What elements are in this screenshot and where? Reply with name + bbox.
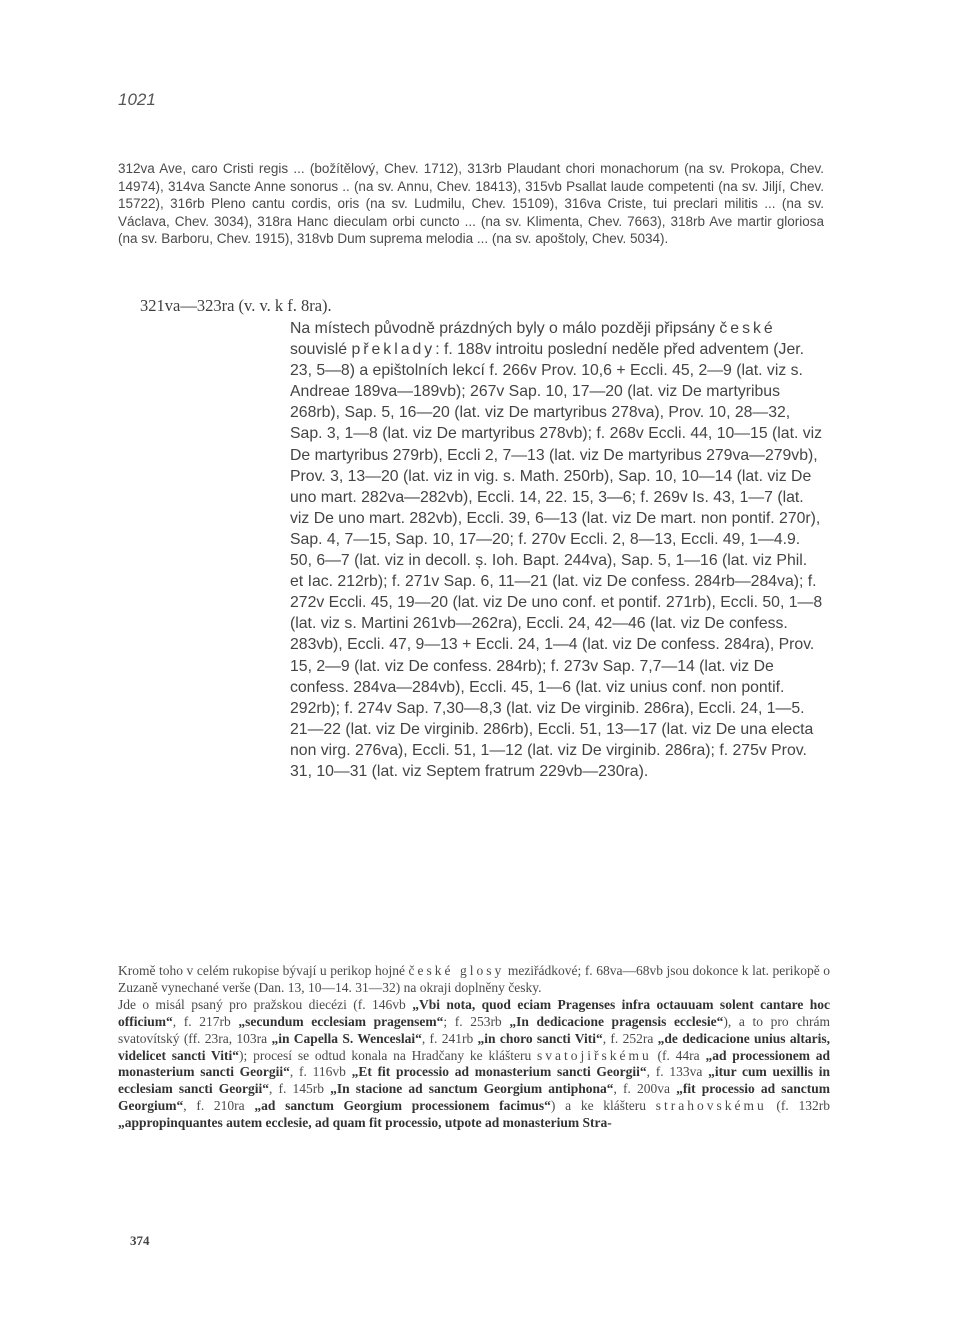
footnote-text: , f. 210ra: [183, 1098, 255, 1114]
footnote-text: , f. 252ra: [602, 1030, 658, 1046]
spaced-word: české: [719, 320, 776, 337]
latin-quote: „de dedicacione unius altaris, videlicet sancti Viti“: [118, 1030, 830, 1063]
footnote-text: , f. 241rb: [421, 1030, 478, 1046]
latin-quote: „fit processio ad sanctum Georgium“: [118, 1081, 830, 1114]
footnote-text: ; f. 253rb: [443, 1013, 510, 1029]
footnote-text: , f. 217rb: [172, 1013, 239, 1029]
spaced-word: strahovskému: [655, 1098, 767, 1114]
footnote-text: (f. 44ra: [651, 1047, 706, 1063]
footnote-text: , f. 200va: [613, 1081, 677, 1097]
footnote-text: meziřádkové; f. 68va—68vb jsou dokonce k lat. perikopě o Zuzaně vynechané verše (Dan. 13, 10—14. 31—32) na okraji doplněny česky.: [118, 963, 831, 995]
lead-text: Na místech původně prázdných byly o málo později připsány: [290, 320, 720, 337]
folio-range-label: 321va—323ra (v. v. k f. 8ra).: [140, 296, 332, 315]
footnote-glosses: [118, 963, 830, 997]
hymn-list-paragraph: 312va Ave, caro Cristi regis ... (božítělový, Chev. 1712), 313rb Plaudant chori monachorum (na sv. Prokopa, Chev. 14974), 314va Sancte Anne sonorus .. (na sv. Annu, Chev. 18413), 315vb Psallat laude competenti (na sv. Jiljí, Chev. 15722), 316rb Pleno cantu cordis, oris (na sv. Ludmilu, Chev. 15109), 316va Criste, tui preclari militis ... (na sv. Václava, Chev. 3034), 318ra Hanc dieculam orbi cuncto ... (na sv. Klimenta, Chev. 7663), 318rb Ave martir gloriosa (na sv. Barboru, Chev. 1915), 318vb Dum suprema melodia ... (na sv. apoštoly, Chev. 5034).: [118, 161, 824, 247]
footnote-text: (f. 132rb: [766, 1098, 830, 1114]
footnote-text: , f. 133va: [646, 1064, 709, 1080]
latin-quote: „In dedicacione pragensis ecclesie“: [509, 1013, 724, 1029]
spaced-word: překlady: [351, 341, 436, 359]
latin-quote: „Et fit processio ad monasterium sancti Georgii“: [351, 1064, 647, 1080]
footnote-text: Jde o misál psaný pro pražskou diecézi (f. 146vb: [118, 996, 413, 1012]
latin-quote: „In stacione ad sanctum Georgium antiphona“: [330, 1081, 614, 1097]
footnote-text: ); procesí se odtud konala na Hradčany ke klášteru: [239, 1047, 537, 1063]
mid-text: souvislé: [290, 341, 352, 359]
page-number: 374: [130, 1233, 150, 1248]
footnote-text: , f. 145rb: [268, 1081, 331, 1097]
latin-quote: „in choro sancti Viti“: [477, 1030, 603, 1046]
footnote-text: , f. 116vb: [289, 1064, 352, 1080]
latin-quote: „secundum ecclesiam pragensem“: [238, 1013, 444, 1029]
footnote-text: ) a ke klášteru: [550, 1098, 656, 1114]
translations-paragraph: [290, 318, 824, 782]
spaced-word: svatojiřskému: [536, 1047, 652, 1063]
latin-quote: „itur cum uexillis in ecclesiam sancti Georgii“: [118, 1064, 830, 1097]
latin-quote: „Vbi nota, quod eciam Pragenses infra octauuam solent cantare hoc officium“: [118, 996, 830, 1029]
folio-number: 1021: [118, 90, 156, 109]
footnote-text: ), a to pro chrám svatovítský (ff. 23ra, 103ra: [118, 1013, 830, 1046]
footnotes: [118, 963, 830, 1132]
footnote-text: Kromě toho v celém rukopise bývají u perikop hojné: [118, 963, 409, 978]
latin-quote: „appropinquantes autem ecclesie, ad quam fit processio, utpote ad monasterium Stra-: [118, 1115, 612, 1131]
footnote-diocese: [118, 997, 830, 1132]
spaced-word: české glosy: [408, 963, 505, 978]
latin-quote: „ad processionem ad monasterium sancti Georgii“: [118, 1047, 831, 1080]
latin-quote: „ad sanctum Georgium processionem facimus“: [254, 1098, 551, 1114]
latin-quote: „in Capella S. Wenceslai“: [271, 1030, 422, 1046]
body-text: : f. 188v introitu poslední neděle před adventem (Jer. 23, 5—8) a epištolních lekcí f. 266v Prov. 10,6 + Eccli. 45, 2—9 (lat. viz s. Andreae 189va—189vb); 267v Sap. 10, 17—20 (lat. viz De martyribus 268rb), Sap. 5, 16—20 (lat. viz De martyribus 278va), Prov. 10, 28—32, Sap. 3, 1—8 (lat. viz De martyribus 278vb); f. 268v Eccli. 44, 10—15 (lat. viz De martyribus 279rb), Eccli 2, 7—13 (lat. viz De martyribus 279va—279vb), Prov. 3, 13—20 (lat. viz in vig. s. Math. 250rb), Sap. 10, 10—14 (lat. viz De uno mart. 282va—282vb), Eccli. 14, 22. 15, 3—6; f. 269v Is. 43, 1—7 (lat. viz De uno mart. 282vb), Eccli. 39, 6—13 (lat. viz De mart. non pontif. 270r), Sap. 4, 7—15, Sap. 10, 17—20; f. 270v Eccli. 2, 8—13, Eccli. 49, 1—4.9. 50, 6—7 (lat. viz in decoll. ș. Ioh. Bapt. 244va), Sap. 5, 1—16 (lat. viz Phil. et Iac. 212rb); f. 271v Sap. 6, 11—21 (lat. viz De confess. 284rb—284va); f. 272v Eccli. 45, 19—20 (lat. viz De uno conf. et pontif. 271rb), Eccli. 50, 1—8 (lat. viz s. Martini 261vb—262ra), Eccli. 24, 42—46 (lat. viz De confess. 283vb), Eccli. 47, 9—13 + Eccli. 24, 1—4 (lat. viz De confess. 284ra), Prov. 15, 2—9 (lat. viz De confess. 284rb); f. 273v Sap. 7,7—14 (lat. viz De confess. 284va—284vb), Eccli. 45, 1—6 (lat. viz unius conf. non pontif. 292rb); f. 274v Sap. 7,30—8,3 (lat. viz De virginib. 286ra), Eccli. 24, 1—5. 21—22 (lat. viz De virginib. 286rb), Eccli. 51, 13—17 (lat. viz De una electa non virg. 276va), Eccli. 51, 1—12 (lat. viz De virginib. 286ra); f. 275v Prov. 31, 10—31 (lat. viz Septem fratrum 229vb—230ra).: [290, 341, 823, 780]
